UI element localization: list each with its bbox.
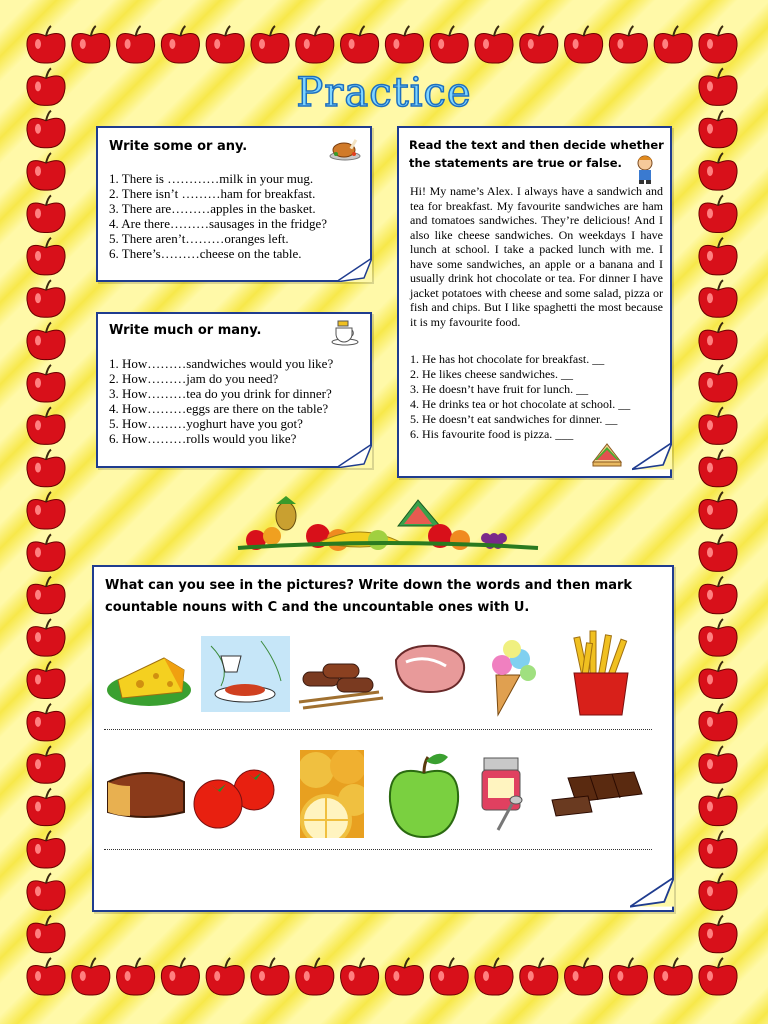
fruit-pile-icon [228, 496, 540, 552]
border-apple-icon [27, 577, 65, 614]
teacup-icon [330, 318, 360, 346]
reading-statements [410, 352, 630, 442]
border-apple-icon [699, 704, 737, 741]
page-curl-icon [632, 434, 672, 478]
list-item: 4. How………eggs are there on the table? [109, 401, 329, 416]
border-apple-icon [699, 916, 737, 953]
border-apple-icon [251, 958, 289, 995]
border-apple-icon [609, 958, 647, 995]
reading-heading-line-1: Read the text and then decide whether [409, 138, 664, 152]
apple-icon [386, 749, 462, 839]
page-title: Practice [296, 70, 472, 116]
border-apple-icon [520, 26, 558, 63]
border-apple-icon [609, 26, 647, 63]
tomatoes-icon [188, 760, 284, 832]
border-apple-icon [699, 407, 737, 444]
border-apple-icon [27, 323, 65, 360]
border-apple-icon [699, 26, 737, 63]
border-apple-icon [251, 26, 289, 63]
border-apple-icon [27, 195, 65, 232]
border-apple-icon [699, 153, 737, 190]
border-apple-icon [430, 958, 468, 995]
lemons-icon [300, 750, 364, 838]
chocolate-icon [548, 768, 644, 818]
reading-card [397, 126, 672, 478]
meat-icon [390, 640, 470, 698]
border-apple-icon [520, 958, 558, 995]
border-apple-icon [699, 534, 737, 571]
list-item: 1. He has hot chocolate for breakfast. __ [410, 352, 605, 366]
border-apple-icon [27, 111, 65, 148]
border-apple-icon [385, 26, 423, 63]
border-apple-icon [27, 238, 65, 275]
border-apple-icon [27, 661, 65, 698]
tea-and-pasta-icon [201, 636, 290, 712]
border-apple-icon [565, 958, 603, 995]
sausages-icon [293, 652, 385, 716]
list-item: 5. There aren’t………oranges left. [109, 231, 289, 246]
border-apple-icon [27, 492, 65, 529]
list-item: 1. How………sandwiches would you like? [109, 356, 334, 371]
border-apple-icon [27, 789, 65, 826]
border-apple-icon [296, 958, 334, 995]
border-apple-icon [27, 365, 65, 402]
list-item: 1. There is …………milk in your mug. [109, 171, 314, 186]
border-apple-icon [206, 26, 244, 63]
some-any-card [96, 126, 372, 282]
border-apple-icon [27, 704, 65, 741]
border-apple-icon [699, 873, 737, 910]
much-many-card [96, 312, 372, 468]
cheese-icon [104, 640, 194, 708]
roast-chicken-icon [328, 134, 362, 162]
border-apple-icon [699, 365, 737, 402]
list-item: 4. Are there………sausages in the fridge? [109, 216, 328, 231]
list-item: 3. How………tea do you drink for dinner? [109, 386, 332, 401]
list-item: 2. There isn’t ………ham for breakfast. [109, 186, 316, 201]
border-apple-icon [72, 26, 110, 63]
border-apple-icon [699, 323, 737, 360]
list-item: 4. He drinks tea or hot chocolate at school. __ [410, 397, 631, 411]
border-apple-icon [699, 492, 737, 529]
border-apple-icon [699, 661, 737, 698]
border-apple-icon [27, 619, 65, 656]
border-apple-icon [72, 958, 110, 995]
border-apple-icon [699, 111, 737, 148]
border-apple-icon [27, 280, 65, 317]
much-many-items [109, 356, 333, 446]
border-apple-icon [654, 26, 692, 63]
border-apple-icon [117, 958, 155, 995]
border-apple-icon [699, 577, 737, 614]
pictures-instruction-line-2: countable nouns with C and the uncountable ones with U. [105, 600, 530, 615]
reading-heading-line-2: the statements are true or false. [409, 156, 622, 170]
border-apple-icon [27, 153, 65, 190]
sandwich-icon [591, 440, 623, 468]
border-apple-icon [385, 958, 423, 995]
list-item: 6. How………rolls would you like? [109, 431, 297, 446]
ice-cream-icon [486, 635, 542, 719]
border-apple-icon [27, 958, 65, 995]
border-apple-icon [475, 958, 513, 995]
border-apple-icon [27, 916, 65, 953]
border-apple-icon [699, 280, 737, 317]
bread-icon [104, 766, 188, 822]
border-apple-icon [341, 958, 379, 995]
border-apple-icon [430, 26, 468, 63]
border-apple-icon [699, 958, 737, 995]
jam-icon [478, 750, 530, 836]
border-apple-icon [699, 789, 737, 826]
page-curl-icon [336, 444, 372, 468]
boy-icon [633, 154, 657, 184]
border-apple-icon [654, 958, 692, 995]
answer-line-2 [104, 849, 652, 850]
list-item: 6. There’s………cheese on the table. [109, 246, 302, 261]
border-apple-icon [27, 831, 65, 868]
border-apple-icon [699, 450, 737, 487]
border-apple-icon [27, 407, 65, 444]
border-apple-icon [27, 26, 65, 63]
list-item: 5. How………yoghurt have you got? [109, 416, 303, 431]
list-item: 6. His favourite food is pizza. ___ [410, 427, 574, 441]
reading-text: Hi! My name’s Alex. I always have a sandwich and tea for breakfast. My favourite sandwiches are ham and tomatoes sandwiches. They’re delicious! And I also like cheese sandwiches. On weekdays I have lunch at school. I take a packed lunch with me. I have some sandwiches, an apple or a banana and I usually drink hot chocolate or tea. For dinner I have jacket potatoes with cheese and some salad, pizza or fish and chips. But I like spaghetti the most because it is my favourite food. [410, 184, 663, 329]
border-apple-icon [161, 958, 199, 995]
pictures-card [92, 565, 674, 912]
border-apple-icon [699, 195, 737, 232]
border-apple-icon [27, 873, 65, 910]
pictures-instruction-line-1: What can you see in the pictures? Write down the words and then mark [105, 578, 633, 593]
list-item: 3. There are………apples in the basket. [109, 201, 316, 216]
page-curl-icon [336, 258, 372, 282]
page-curl-icon [630, 872, 674, 912]
list-item: 3. He doesn’t have fruit for lunch. __ [410, 382, 589, 396]
border-apple-icon [699, 831, 737, 868]
border-apple-icon [27, 746, 65, 783]
border-apple-icon [341, 26, 379, 63]
border-apple-icon [296, 26, 334, 63]
border-apple-icon [699, 619, 737, 656]
much-many-heading: Write much or many. [109, 323, 262, 338]
reading-heading [409, 136, 664, 172]
border-apple-icon [565, 26, 603, 63]
list-item: 2. He likes cheese sandwiches. __ [410, 367, 573, 381]
some-any-heading: Write some or any. [109, 139, 248, 154]
pictures-instruction [105, 575, 632, 619]
answer-line-1 [104, 729, 652, 730]
list-item: 2. How………jam do you need? [109, 371, 279, 386]
border-apple-icon [475, 26, 513, 63]
border-apple-icon [117, 26, 155, 63]
border-apple-icon [27, 450, 65, 487]
some-any-items [109, 171, 327, 261]
border-apple-icon [27, 534, 65, 571]
border-apple-icon [161, 26, 199, 63]
list-item: 5. He doesn’t eat sandwiches for dinner. __ [410, 412, 618, 426]
border-apple-icon [699, 746, 737, 783]
border-apple-icon [699, 238, 737, 275]
chips-icon [566, 629, 638, 717]
border-apple-icon [206, 958, 244, 995]
